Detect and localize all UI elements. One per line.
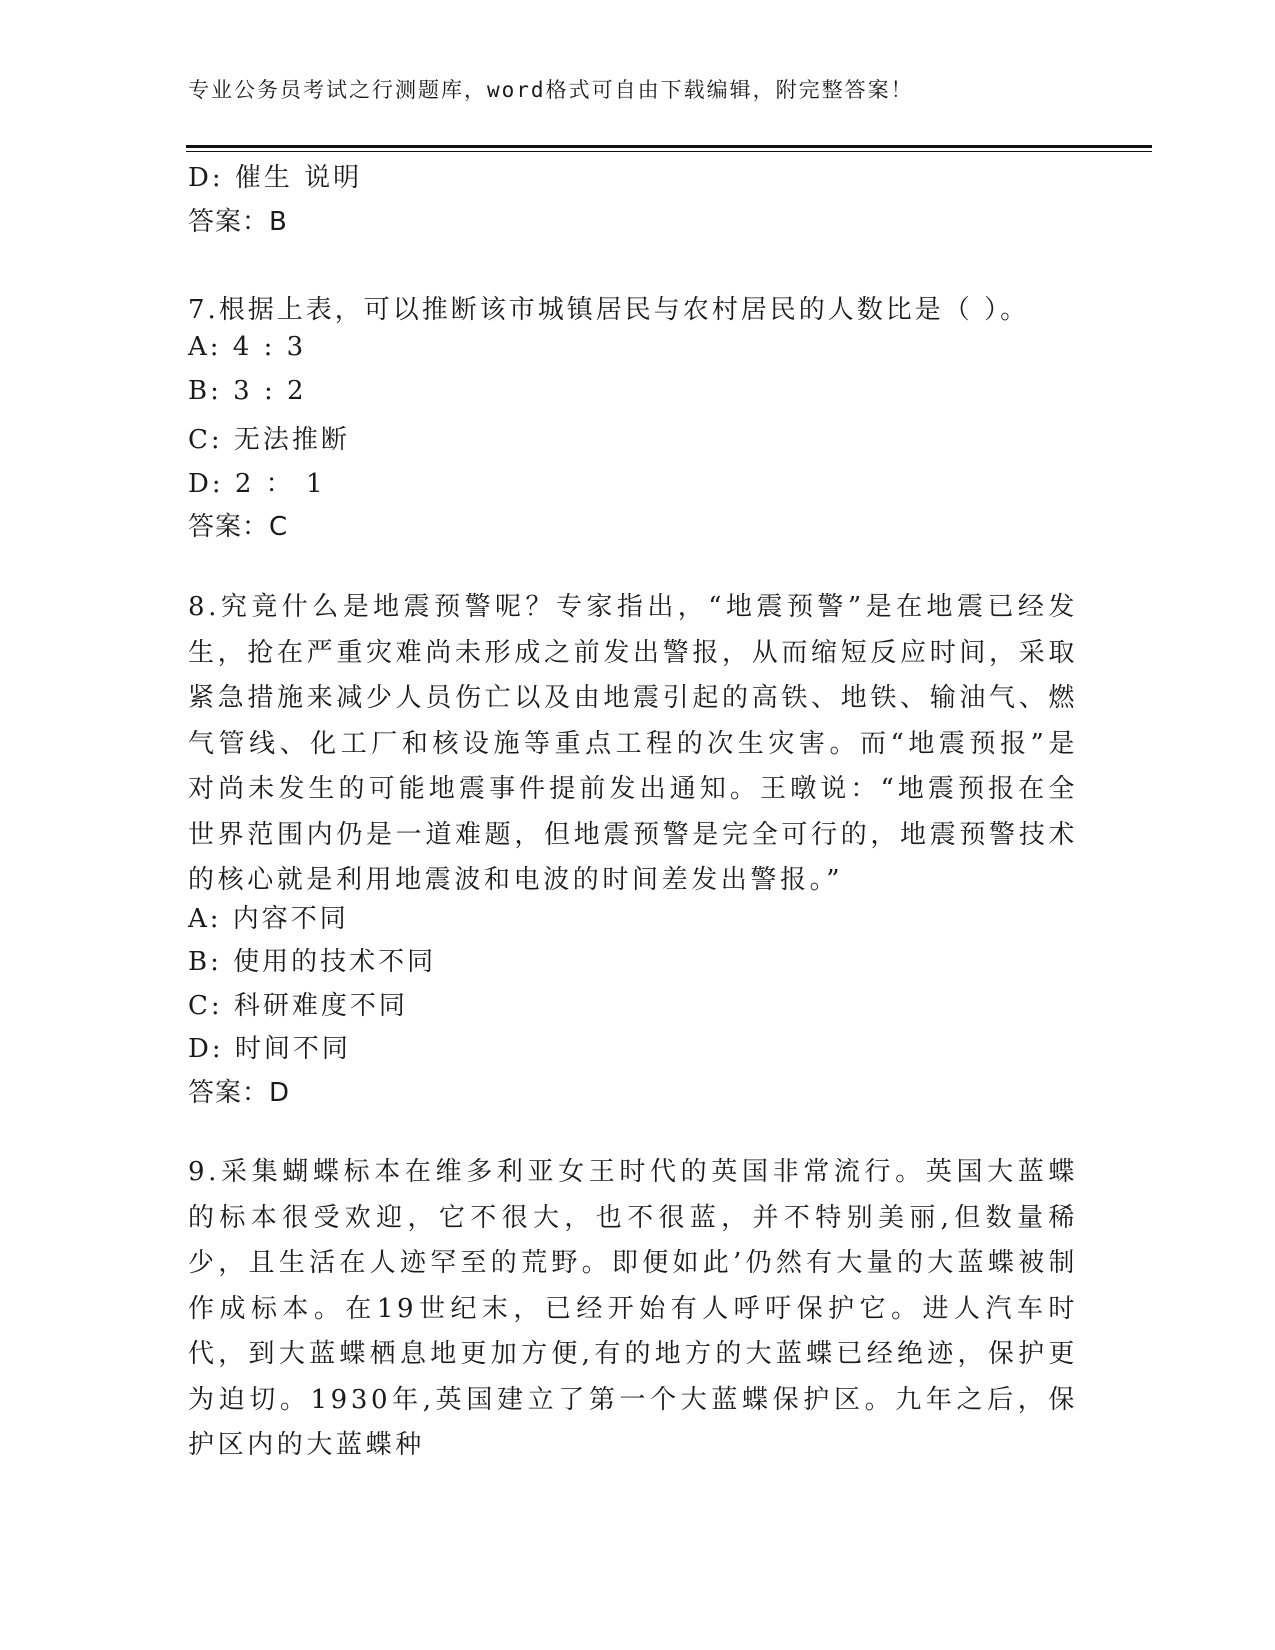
q8-option-a: A: 内容不同	[188, 904, 349, 934]
q7-option-a: A: 4 : 3	[188, 332, 307, 362]
prev-option-d: D: 催生 说明	[188, 163, 363, 193]
q8-option-b: B: 使用的技术不同	[188, 947, 437, 977]
q7-option-b: B: 3 : 2	[188, 376, 307, 406]
page-header: 专业公务员考试之行测题库，word格式可自由下载编辑，附完整答案！	[188, 78, 914, 102]
q8-option-d: D: 时间不同	[188, 1034, 351, 1064]
q7-option-c: C: 无法推断	[188, 425, 350, 455]
q9-stem: 9.采集蝴蝶标本在维多利亚女王时代的英国非常流行。英国大蓝蝶的标本很受欢迎，它不很大，也不很蓝，并不特别美丽,但数量稀少，且生活在人迹罕至的荒野。即便如此’仍然有大量的大蓝蝶被制作成标本。在19世纪末，已经开始有人呼吁保护它。进人汽车时代，到大蓝蝶栖息地更加方便,有的地方的大蓝蝶已经绝迹，保护更为迫切。1930年,英国建立了第一个大蓝蝶保护区。九年之后，保护区内的大蓝蝶种	[188, 1157, 1078, 1460]
q7-stem: 7.根据上表，可以推断该市城镇居民与农村居民的人数比是（ ）。	[188, 295, 1030, 325]
q8-answer: 答案：D	[188, 1078, 291, 1108]
q8-option-c: C: 科研难度不同	[188, 991, 408, 1021]
prev-answer: 答案：B	[188, 207, 288, 237]
header-rule-thin	[186, 151, 1152, 152]
q7-option-d: D: 2 ： 1	[188, 469, 326, 499]
q8-stem: 8.究竟什么是地震预警呢？专家指出，“地震预警”是在地震已经发生，抢在严重灾难尚未形成之前发出警报，从而缩短反应时间，采取紧急措施来减少人员伤亡以及由地震引起的高铁、地铁、输油气、燃气管线、化工厂和核设施等重点工程的次生灾害。而“地震预报”是对尚未发生的可能地震事件提前发出通知。王暾说：“地震预报在全世界范围内仍是一道难题，但地震预警是完全可行的，地震预警技术的核心就是利用地震波和电波的时间差发出警报。”	[188, 592, 1078, 895]
q7-answer: 答案：C	[188, 512, 289, 542]
header-rule-thick	[186, 145, 1152, 148]
